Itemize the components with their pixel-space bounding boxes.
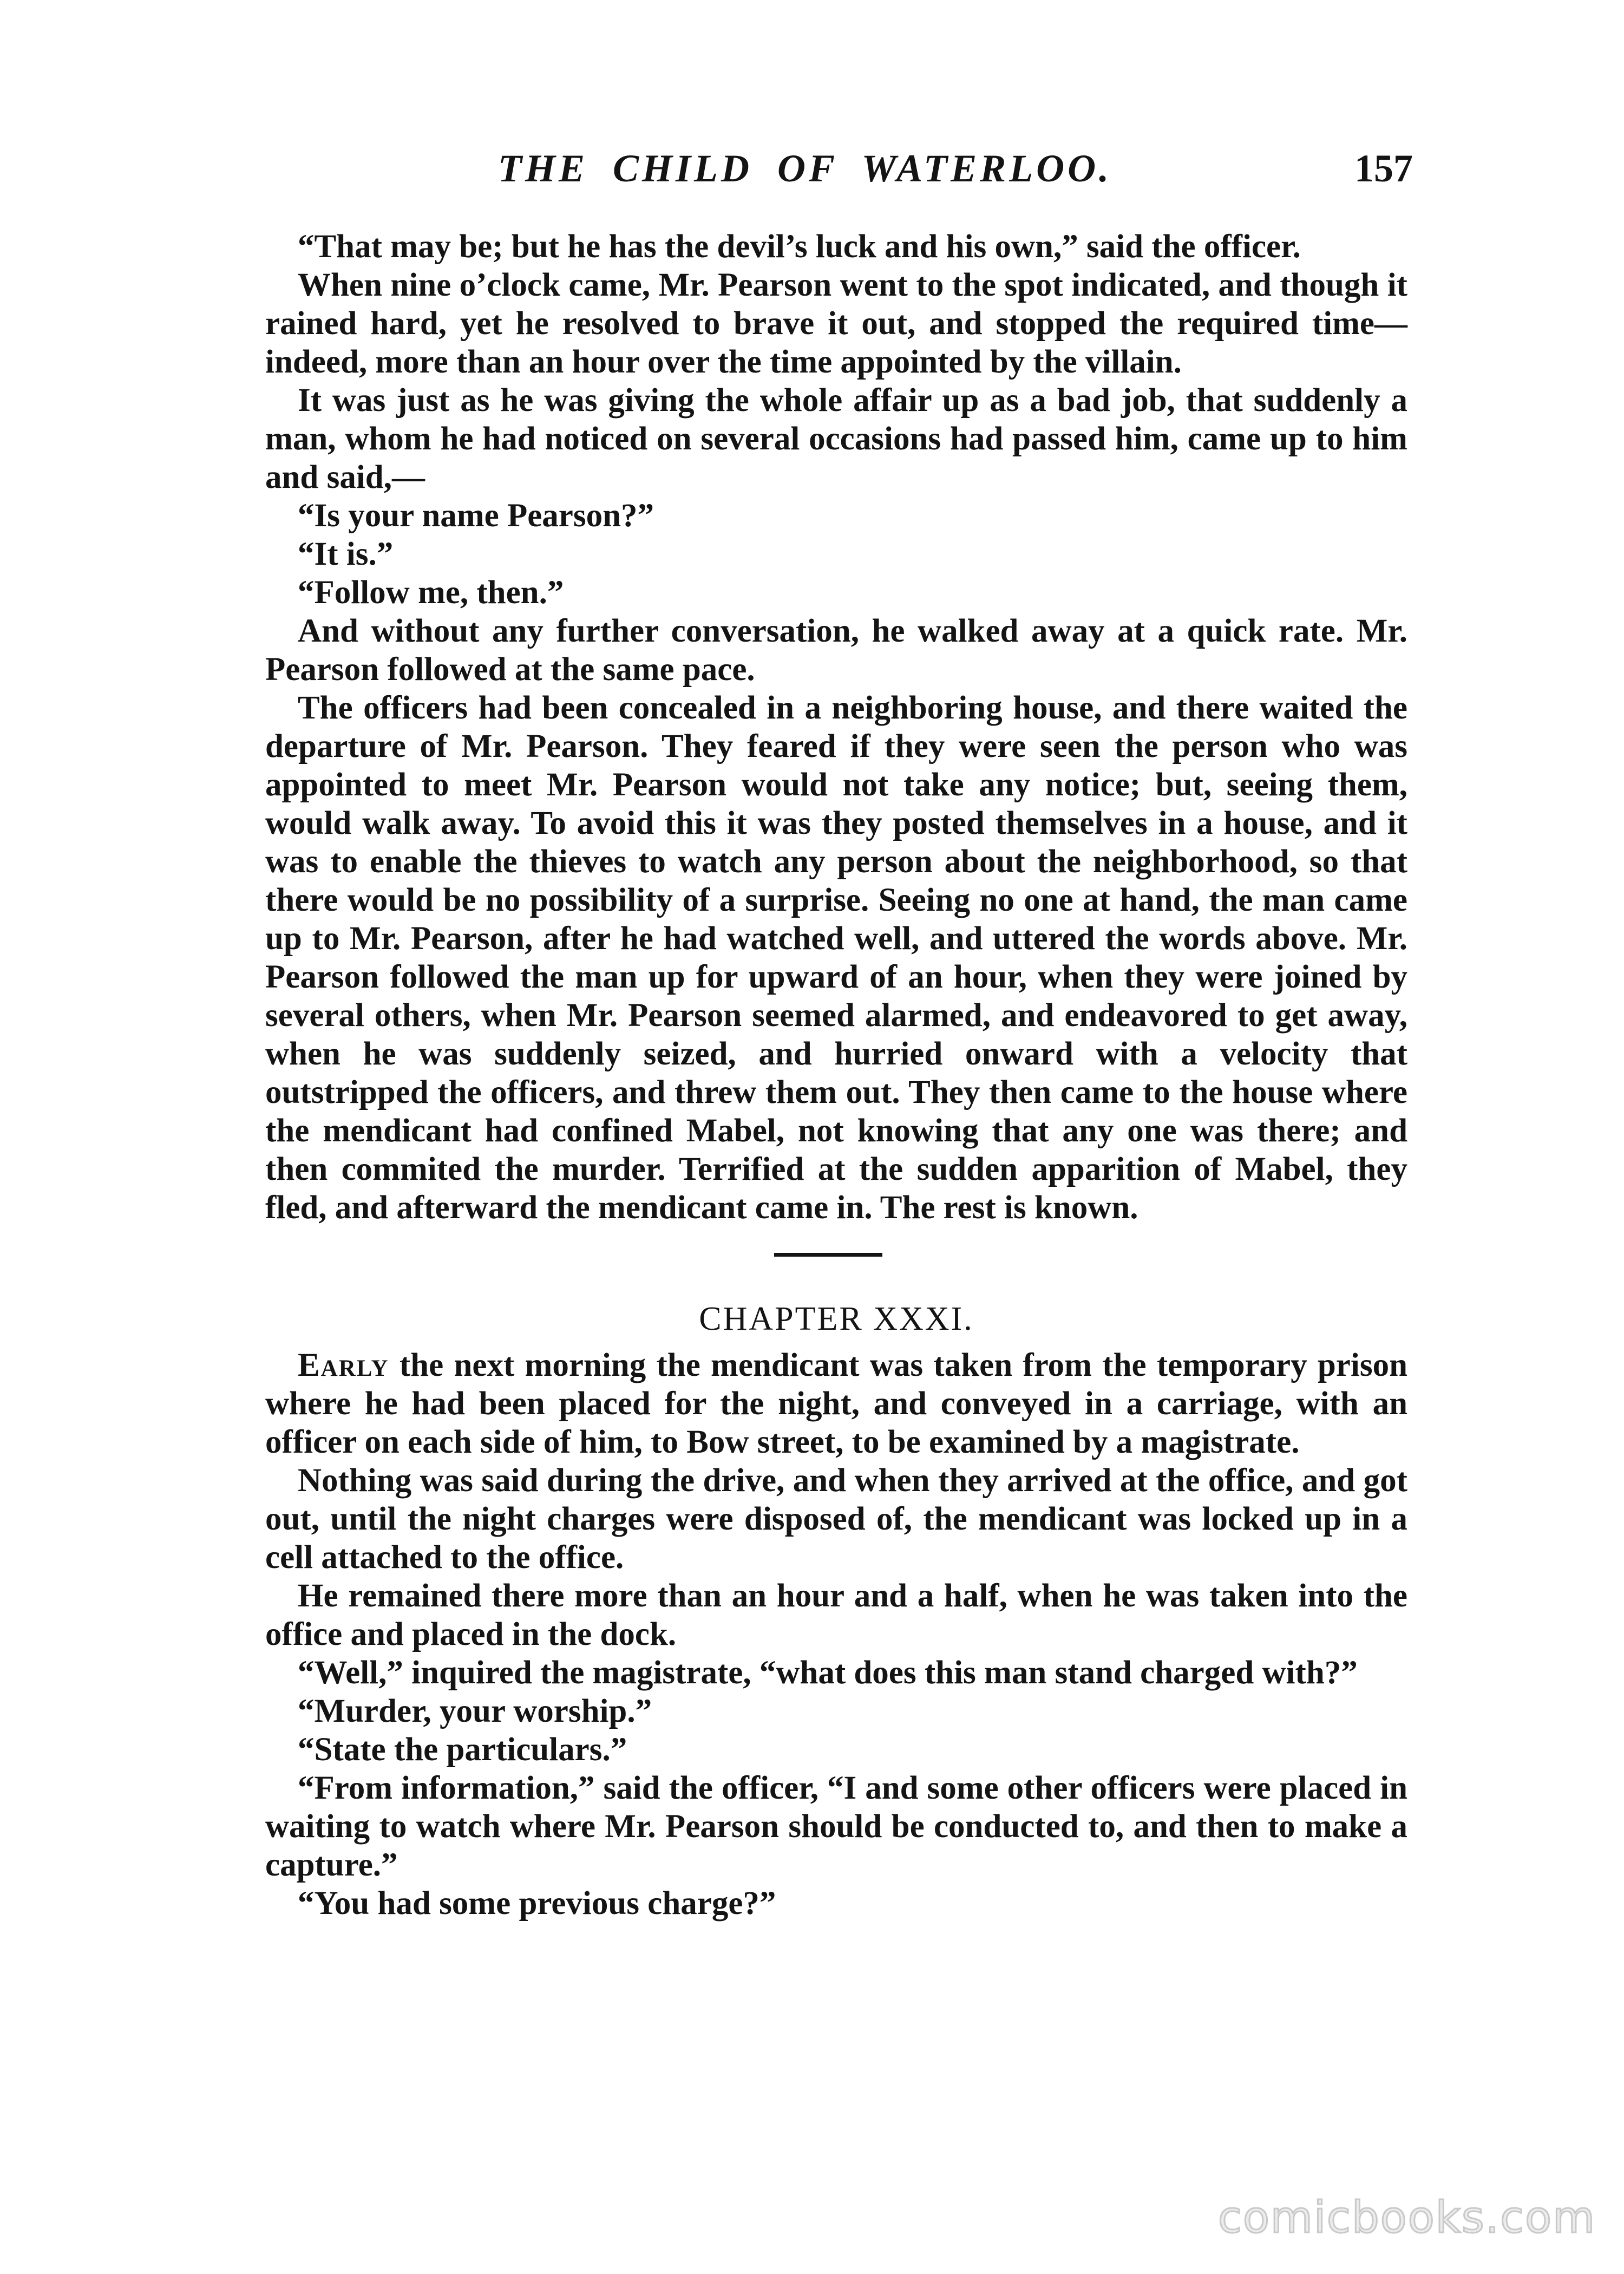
paragraph: “State the particulars.” bbox=[298, 1731, 627, 1768]
running-head bbox=[265, 146, 1413, 206]
body-text bbox=[265, 227, 1407, 1923]
paragraph: He remained there more than an hour and a half, when he was taken into the office and placed in the dock. bbox=[265, 1578, 1407, 1652]
paragraph: “It is.” bbox=[298, 536, 394, 572]
paragraph: “Well,” inquired the magistrate, “what does this man stand charged with?” bbox=[298, 1655, 1358, 1691]
paragraph: “You had some previous charge?” bbox=[298, 1885, 776, 1922]
paragraph: Nothing was said during the drive, and when they arrived at the office, and got out, until the night charges were disposed of, the mendicant was locked up in a cell attached to the office. bbox=[265, 1462, 1407, 1576]
paragraph: And without any further conversation, he walked away at a quick rate. Mr. Pearson followed at the same pace. bbox=[265, 613, 1407, 688]
section-divider bbox=[265, 1227, 1407, 1292]
paragraph: It was just as he was giving the whole affair up as a bad job, that suddenly a man, whom he had noticed on several occasions had passed him, came up to him and said,— bbox=[265, 382, 1407, 495]
paragraph: “From information,” said the officer, “I and some other officers were placed in waiting to watch where Mr. Pearson should be conducted to, and then to make a capture.” bbox=[265, 1770, 1407, 1883]
page-number: 157 bbox=[1354, 147, 1413, 190]
paragraph: “That may be; but he has the devil’s luck and his own,” said the officer. bbox=[298, 228, 1301, 265]
paragraph: “Is your name Pearson?” bbox=[298, 498, 654, 534]
chapter-opening-paragraph bbox=[265, 1346, 1407, 1461]
paragraph: “Follow me, then.” bbox=[298, 574, 564, 611]
watermark: comicbooks.com bbox=[1217, 2192, 1596, 2243]
section-rule bbox=[774, 1253, 882, 1257]
chapter-lead-word: Early bbox=[298, 1347, 389, 1383]
chapter-opening-text: the next morning the mendicant was taken from the temporary prison where he had been placed for the night, and conveyed in a carriage, with an officer on each side of him, to Bow street, to be examined by a magistrate. bbox=[265, 1347, 1407, 1460]
paragraph: When nine o’clock came, Mr. Pearson went to the spot indicated, and though it rained hard, yet he resolved to brave it out, and stopped the required time—indeed, more than an hour over the time appointed by the villain. bbox=[265, 267, 1407, 380]
chapter-heading: CHAPTER XXXI. bbox=[699, 1301, 974, 1337]
paragraph: The officers had been concealed in a neighboring house, and there waited the departure of Mr. Pearson. They feared if they were seen the person who was appointed to meet Mr. Pearson would not take any notice; but, seeing them, would walk away. To avoid this it was they posted themselves in a house, and it was to enable the thieves to watch any person about the neighborhood, so that there would be no possibility of a surprise. Seeing no one at hand, the man came up to Mr. Pearson, after he had watched well, and uttered the words above. Mr. Pearson followed the man up for upward of an hour, when they were joined by several others, when Mr. Pearson seemed alarmed, and endeavored to get away, when he was suddenly seized, and hurried onward with a velocity that outstripped the officers, and threw them out. They then came to the house where the mendicant had confined Mabel, not knowing that any one was there; and then commited the murder. Terrified at the sudden apparition of Mabel, they fled, and afterward the mendicant came in. The rest is known. bbox=[265, 690, 1407, 1226]
paragraph: “Murder, your worship.” bbox=[298, 1693, 652, 1729]
running-title: THE CHILD OF WATERLOO. bbox=[498, 147, 1112, 190]
